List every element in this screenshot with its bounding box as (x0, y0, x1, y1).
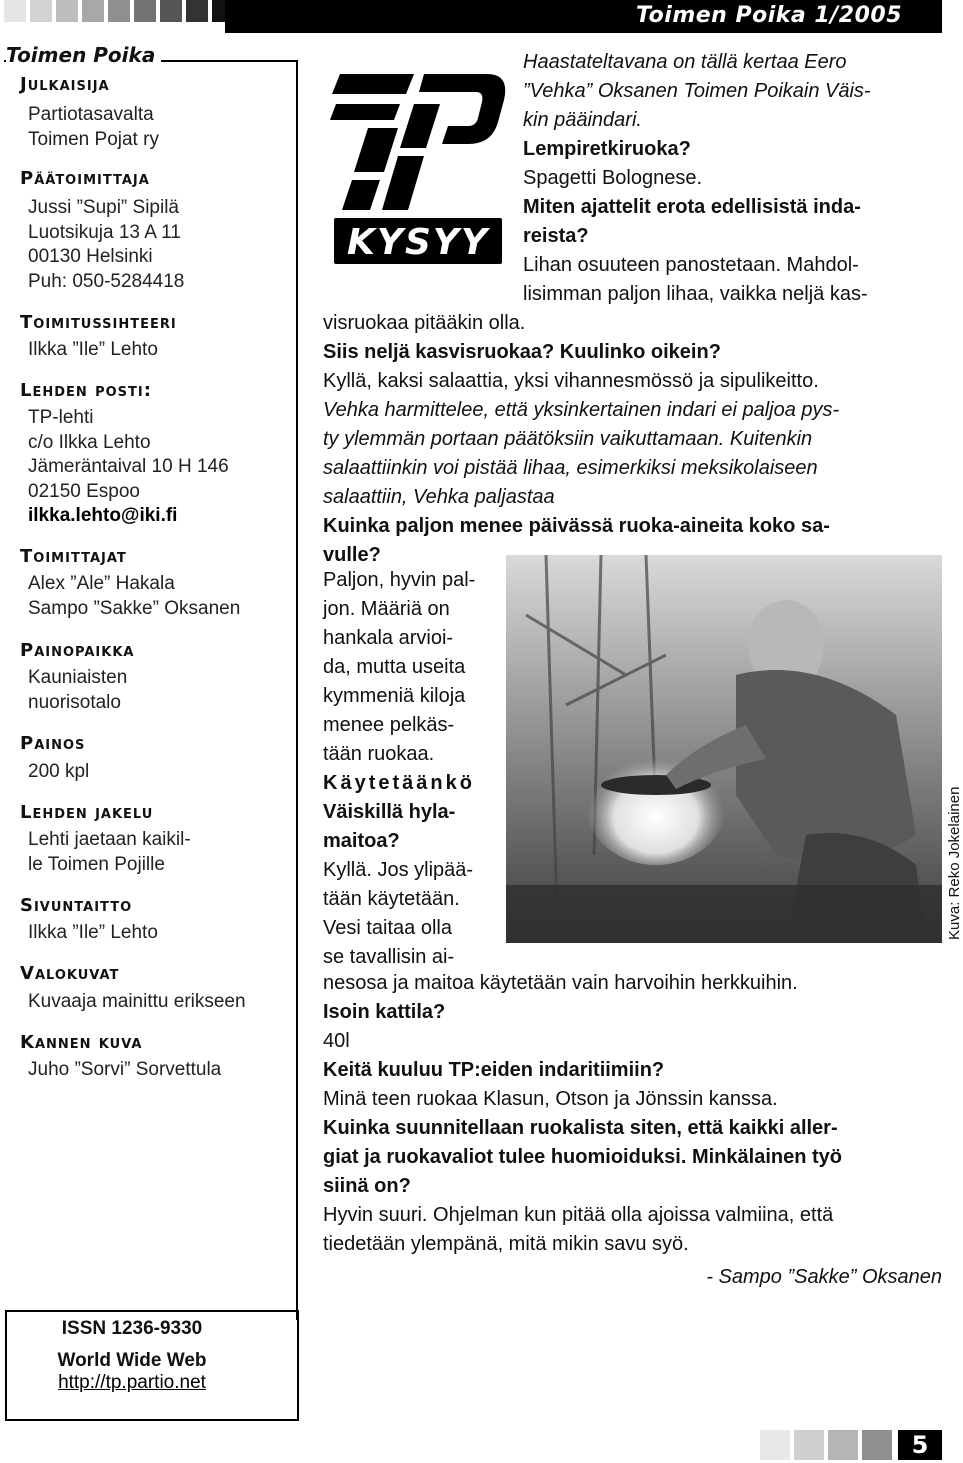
footer-square (794, 1430, 824, 1460)
note-line: salaattiinkin voi pistää lihaa, esimerkiksi meksikolaiseen (323, 457, 818, 479)
question: vulle? (323, 544, 381, 566)
answer: visruokaa pitääkin olla. (323, 312, 526, 334)
value-cover-photo: Juho ”Sorvi” Sorvettula (28, 1059, 222, 1080)
answer: Kyllä, kaksi salaattia, yksi vihannesmössö ja sipulikeitto. (323, 370, 819, 392)
question: Väiskillä hyla- (323, 801, 456, 823)
value-mail: TP-lehti c/o Ilkka Lehto Jämeräntaival 10 H 146 02150 Espoo (28, 407, 229, 502)
answer: Paljon, hyvin pal- (323, 569, 476, 591)
heading-cover-photo: Kannen kuva (20, 1032, 143, 1053)
value-layout: Ilkka ”Ile” Lehto (28, 922, 158, 943)
answer: Kyllä. Jos ylipää- (323, 859, 474, 881)
answer: tiedetään ylempänä, mitä mikin savu syö. (323, 1233, 689, 1255)
value-distribution: Lehti jaetaan kaikil- le Toimen Pojille (28, 829, 191, 875)
answer: 40l (323, 1030, 350, 1052)
question: Lempiretkiruoka? (523, 138, 691, 160)
www-label: World Wide Web (57, 1350, 207, 1371)
article-middle-block (323, 309, 839, 570)
value-publisher: Partiotasavalta Toimen Pojat ry (28, 104, 159, 150)
header-square (30, 0, 52, 22)
header-square (160, 0, 182, 22)
value-editorial-secretary: Ilkka ”Ile” Lehto (28, 339, 158, 360)
article-narrow-block (323, 566, 503, 972)
heading-reporters: Toimittajat (20, 546, 127, 567)
masthead-title: Toimen Poika (6, 43, 161, 67)
answer: tään käytetään. (323, 888, 460, 910)
article-intro-block (523, 48, 871, 309)
answer: hankala arvioi- (323, 627, 454, 649)
article-bottom-block (323, 969, 842, 1259)
page-number: 5 (898, 1430, 942, 1460)
answer: jon. Määriä on (323, 598, 450, 620)
photo-credit-box (946, 750, 963, 940)
intro-line: kin pääindari. (523, 109, 642, 131)
cooking-photo (506, 555, 942, 943)
answer: se tavallisin ai- (323, 946, 455, 968)
issue-banner (225, 0, 942, 33)
issn: ISSN 1236-9330 (61, 1318, 203, 1339)
heading-layout: Sivuntaitto (20, 895, 133, 916)
heading-printing-place: Painopaikka (20, 640, 135, 661)
question: Siis neljä kasvisruokaa? Kuulinko oikein? (323, 341, 721, 363)
intro-line: ”Vehka” Oksanen Toimen Poikain Väis- (523, 80, 871, 102)
info-box (5, 1310, 299, 1421)
answer: Vesi taitaa olla (323, 917, 452, 939)
answer: kymmeniä kiloja (323, 685, 466, 707)
answer: Minä teen ruokaa Klasun, Otson ja Jönssin kanssa. (323, 1088, 778, 1110)
heading-editor-in-chief: Päätoimittaja (20, 168, 150, 189)
header-square (186, 0, 208, 22)
issue-title: Toimen Poika 1/2005 (636, 3, 902, 28)
heading-editorial-secretary: Toimitussihteeri (20, 312, 177, 333)
question: Miten ajattelit erota edellisistä inda- (523, 196, 861, 218)
heading-publisher: Julkaisija (20, 74, 110, 95)
answer: lisimman paljon lihaa, vaikka neljä kas- (523, 283, 868, 305)
value-print-run: 200 kpl (28, 761, 90, 782)
footer-square (760, 1430, 790, 1460)
answer: tään ruokaa. (323, 743, 435, 765)
value-reporters: Alex ”Ale” Hakala Sampo ”Sakke” Oksanen (28, 573, 241, 619)
footer-square (862, 1430, 892, 1460)
question: Käytetäänkö (323, 772, 475, 794)
header-square (82, 0, 104, 22)
header-square (108, 0, 130, 22)
article-signature: - Sampo ”Sakke” Oksanen (706, 1266, 942, 1288)
question: Kuinka paljon menee päivässä ruoka-aineita koko sa- (323, 515, 830, 537)
answer: menee pelkäs- (323, 714, 455, 736)
question: Keitä kuuluu TP:eiden indaritiimiin? (323, 1059, 665, 1081)
heading-print-run: Painos (20, 733, 86, 754)
logo-text: KYSYY (346, 222, 490, 263)
answer: Hyvin suuri. Ohjelman kun pitää olla ajoissa valmiina, että (323, 1204, 834, 1226)
header-square (4, 0, 26, 22)
note-line: ty ylemmän portaan päätöksiin vaikuttamaan. Kuitenkin (323, 428, 813, 450)
heading-photos: Valokuvat (20, 963, 120, 984)
heading-mail: Lehden posti: (20, 380, 152, 401)
note-line: Vehka harmittelee, että yksinkertainen indari ei paljoa pys- (323, 399, 840, 421)
footer-square (828, 1430, 858, 1460)
header-square (134, 0, 156, 22)
value-photos: Kuvaaja mainittu erikseen (28, 991, 246, 1012)
website-link[interactable]: http://tp.partio.net (58, 1372, 206, 1393)
header-square (56, 0, 78, 22)
note-line: salaattiin, Vehka paljastaa (323, 486, 555, 508)
answer: Lihan osuuteen panostetaan. Mahdol- (523, 254, 859, 276)
intro-line: Haastateltavana on tällä kertaa Eero (523, 51, 847, 73)
answer: Spagetti Bolognese. (523, 167, 703, 189)
question: siinä on? (323, 1175, 411, 1197)
answer: da, mutta useita (323, 656, 466, 678)
value-printing-place: Kauniaisten nuorisotalo (28, 667, 128, 713)
email-link[interactable]: ilkka.lehto@iki.fi (28, 505, 178, 526)
value-editor-in-chief: Jussi ”Supi” Sipilä Luotsikuja 13 A 11 00130 Helsinki Puh: 050-5284418 (28, 197, 185, 292)
question: giat ja ruokavaliot tulee huomioiduksi. Minkälainen työ (323, 1146, 842, 1168)
question: Isoin kattila? (323, 1001, 446, 1023)
photo-credit: Kuva: Reko Jokelainen (946, 786, 963, 940)
answer: nesosa ja maitoa käytetään vain harvoihin herkkuihin. (323, 972, 798, 994)
question: maitoa? (323, 830, 400, 852)
question: reista? (523, 225, 589, 247)
heading-distribution: Lehden jakelu (20, 802, 154, 823)
tp-kysyy-logo (322, 60, 512, 270)
question: Kuinka suunnitellaan ruokalista siten, että kaikki aller- (323, 1117, 838, 1139)
